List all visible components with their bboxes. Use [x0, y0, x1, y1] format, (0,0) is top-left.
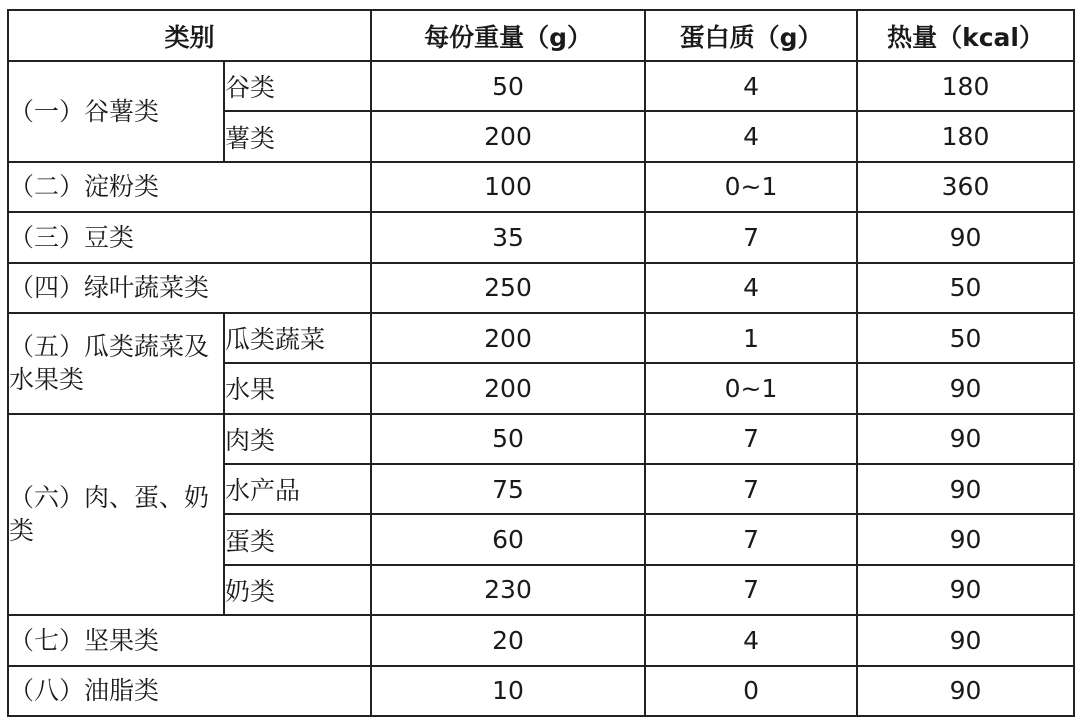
header-weight: 每份重量（g）	[371, 10, 645, 61]
weight-cell: 20	[371, 615, 645, 665]
protein-cell: 1	[645, 313, 857, 363]
table-row	[8, 615, 1074, 665]
category-cell: （四）绿叶蔬菜类	[8, 263, 371, 313]
protein-cell: 0~1	[645, 363, 857, 413]
subcategory-cell: 谷类	[224, 61, 371, 111]
energy-cell: 360	[857, 162, 1074, 212]
energy-cell: 90	[857, 514, 1074, 564]
table-row	[8, 212, 1074, 262]
weight-cell: 50	[371, 414, 645, 464]
energy-cell: 180	[857, 61, 1074, 111]
weight-cell: 50	[371, 61, 645, 111]
category-cell: （一）谷薯类	[8, 61, 224, 162]
protein-cell: 0	[645, 666, 857, 717]
protein-cell: 7	[645, 565, 857, 615]
subcategory-cell: 瓜类蔬菜	[224, 313, 371, 363]
protein-cell: 7	[645, 464, 857, 514]
subcategory-cell: 奶类	[224, 565, 371, 615]
energy-cell: 90	[857, 615, 1074, 665]
subcategory-cell: 蛋类	[224, 514, 371, 564]
weight-cell: 75	[371, 464, 645, 514]
header-category: 类别	[8, 10, 371, 61]
protein-cell: 0~1	[645, 162, 857, 212]
weight-cell: 200	[371, 313, 645, 363]
table-row	[8, 162, 1074, 212]
protein-cell: 4	[645, 615, 857, 665]
category-cell: （三）豆类	[8, 212, 371, 262]
weight-cell: 10	[371, 666, 645, 717]
subcategory-cell: 薯类	[224, 111, 371, 161]
energy-cell: 90	[857, 414, 1074, 464]
weight-cell: 60	[371, 514, 645, 564]
subcategory-cell: 水果	[224, 363, 371, 413]
category-cell: （八）油脂类	[8, 666, 371, 717]
table-row	[8, 263, 1074, 313]
table-row	[8, 313, 1074, 363]
energy-cell: 90	[857, 666, 1074, 717]
header-energy: 热量（kcal）	[857, 10, 1074, 61]
subcategory-cell: 肉类	[224, 414, 371, 464]
energy-cell: 50	[857, 313, 1074, 363]
energy-cell: 180	[857, 111, 1074, 161]
weight-cell: 35	[371, 212, 645, 262]
energy-cell: 90	[857, 464, 1074, 514]
table-row	[8, 61, 1074, 111]
protein-cell: 7	[645, 212, 857, 262]
protein-cell: 4	[645, 263, 857, 313]
weight-cell: 100	[371, 162, 645, 212]
weight-cell: 230	[371, 565, 645, 615]
protein-cell: 7	[645, 414, 857, 464]
weight-cell: 200	[371, 363, 645, 413]
energy-cell: 90	[857, 212, 1074, 262]
header-row	[8, 10, 1074, 61]
weight-cell: 250	[371, 263, 645, 313]
protein-cell: 7	[645, 514, 857, 564]
energy-cell: 90	[857, 565, 1074, 615]
protein-cell: 4	[645, 61, 857, 111]
subcategory-cell: 水产品	[224, 464, 371, 514]
food-exchange-table	[7, 9, 1075, 717]
table-row	[8, 666, 1074, 717]
category-cell: （二）淀粉类	[8, 162, 371, 212]
category-cell: （七）坚果类	[8, 615, 371, 665]
energy-cell: 90	[857, 363, 1074, 413]
protein-cell: 4	[645, 111, 857, 161]
header-protein: 蛋白质（g）	[645, 10, 857, 61]
category-cell: （六）肉、蛋、奶类	[8, 414, 224, 616]
table-row	[8, 414, 1074, 464]
energy-cell: 50	[857, 263, 1074, 313]
category-cell: （五）瓜类蔬菜及水果类	[8, 313, 224, 414]
weight-cell: 200	[371, 111, 645, 161]
